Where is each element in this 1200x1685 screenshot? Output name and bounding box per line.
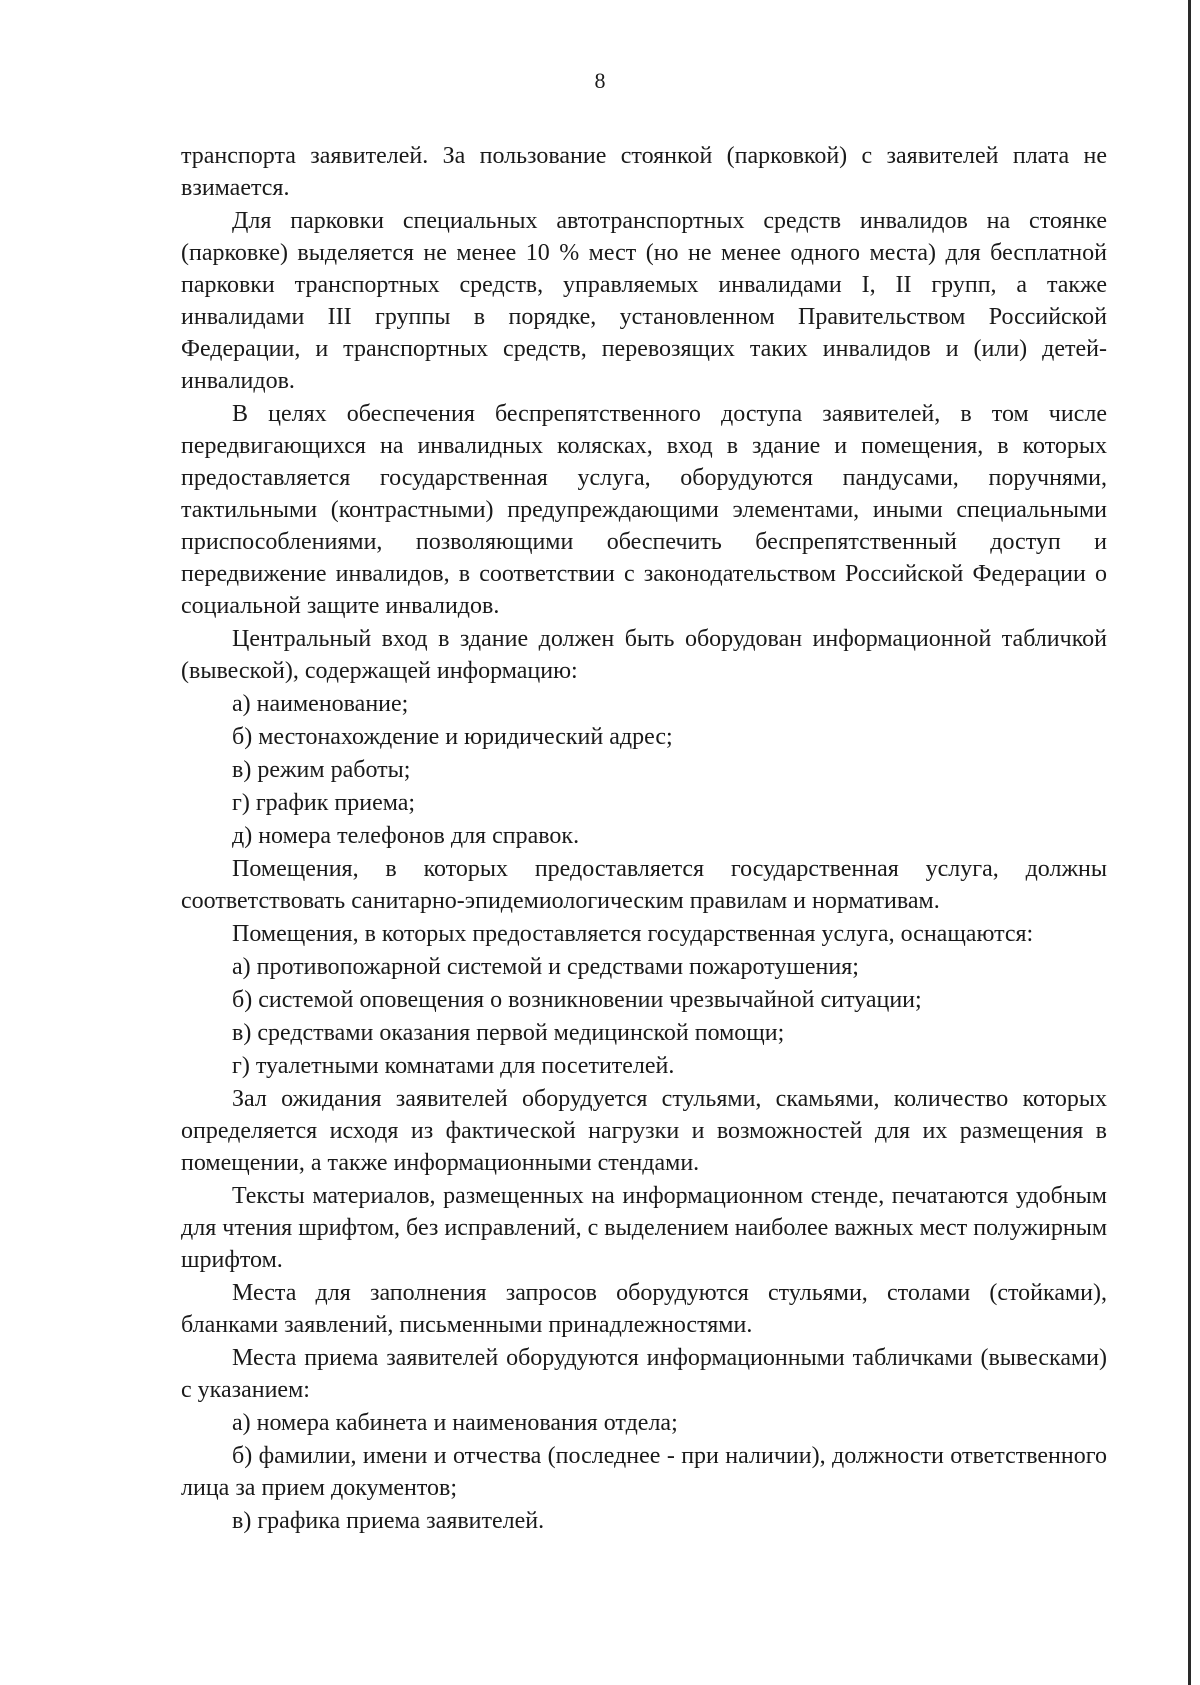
list-item-reception-schedule: в) графика приема заявителей. — [232, 1508, 545, 1534]
list-item-phones: д) номера телефонов для справок. — [232, 823, 580, 849]
list-item-work-hours: в) режим работы; — [232, 757, 411, 783]
paragraph-waiting-hall: Зал ожидания заявителей оборудуется стульями, скамьями, количество которых определяется исходя из фактической нагрузки и возможностей для их размещения в помещении, а также информационными стендами. — [181, 1086, 1107, 1176]
list-item-fire-system: а) противопожарной системой и средствами пожаротушения; — [232, 954, 859, 980]
paragraph-request-places: Места для заполнения запросов оборудуются стульями, столами (стойками), бланками заявлений, письменными принадлежностями. — [181, 1280, 1107, 1338]
list-item-address: б) местонахождение и юридический адрес; — [232, 724, 673, 750]
list-item-first-aid: в) средствами оказания первой медицинской помощи; — [232, 1020, 785, 1046]
page-number: 8 — [594, 68, 606, 93]
paragraph-entrance-sign: Центральный вход в здание должен быть оборудован информационной табличкой (вывеской), содержащей информацию: — [181, 626, 1107, 684]
list-item-alert-system: б) системой оповещения о возникновении чрезвычайной ситуации; — [232, 987, 922, 1013]
paragraph-parking-fee: транспорта заявителей. За пользование стоянкой (парковкой) с заявителей плата не взимается. — [181, 143, 1107, 201]
paragraph-equipment-intro: Помещения, в которых предоставляется государственная услуга, оснащаются: — [232, 921, 1034, 947]
list-item-schedule: г) график приема; — [232, 790, 416, 816]
paragraph-accessibility: В целях обеспечения беспрепятственного доступа заявителей, в том числе передвигающихся на инвалидных колясках, вход в здание и помещения, в которых предоставляется государственная услуга, оборудуются пандусами, поручнями, тактильными (контрастными) предупреждающими элементами, иными специальными приспособлениями, позволяющими обеспечить беспрепятственный доступ и передвижение инвалидов, в соответствии с законодательством Российской Федерации о социальной защите инвалидов. — [181, 401, 1107, 619]
paragraph-reception-places: Места приема заявителей оборудуются информационными табличками (вывесками) с указанием: — [181, 1345, 1107, 1403]
list-item-office-number: а) номера кабинета и наименования отдела; — [232, 1410, 678, 1436]
paragraph-stand-texts: Тексты материалов, размещенных на информационном стенде, печатаются удобным для чтения шрифтом, без исправлений, с выделением наиболее важных мест полужирным шрифтом. — [181, 1183, 1107, 1273]
document-body — [181, 140, 1107, 1538]
list-item-restrooms: г) туалетными комнатами для посетителей. — [232, 1053, 675, 1079]
list-item-responsible-person: б) фамилии, имени и отчества (последнее - при наличии), должности ответственного лица за прием документов; — [181, 1443, 1107, 1501]
page-edge-line — [1188, 0, 1191, 1685]
paragraph-disabled-parking: Для парковки специальных автотранспортных средств инвалидов на стоянке (парковке) выделяется не менее 10 % мест (но не менее одного места) для бесплатной парковки транспортных средств, управляемых инвалидами I, II групп, а также инвалидами III группы в порядке, установленном Правительством Российской Федерации, и транспортных средств, перевозящих таких инвалидов и (или) детей-инвалидов. — [181, 208, 1107, 394]
list-item-name: а) наименование; — [232, 691, 409, 717]
paragraph-sanitary-rules: Помещения, в которых предоставляется государственная услуга, должны соответствовать санитарно-эпидемиологическим правилам и нормативам. — [181, 856, 1107, 914]
